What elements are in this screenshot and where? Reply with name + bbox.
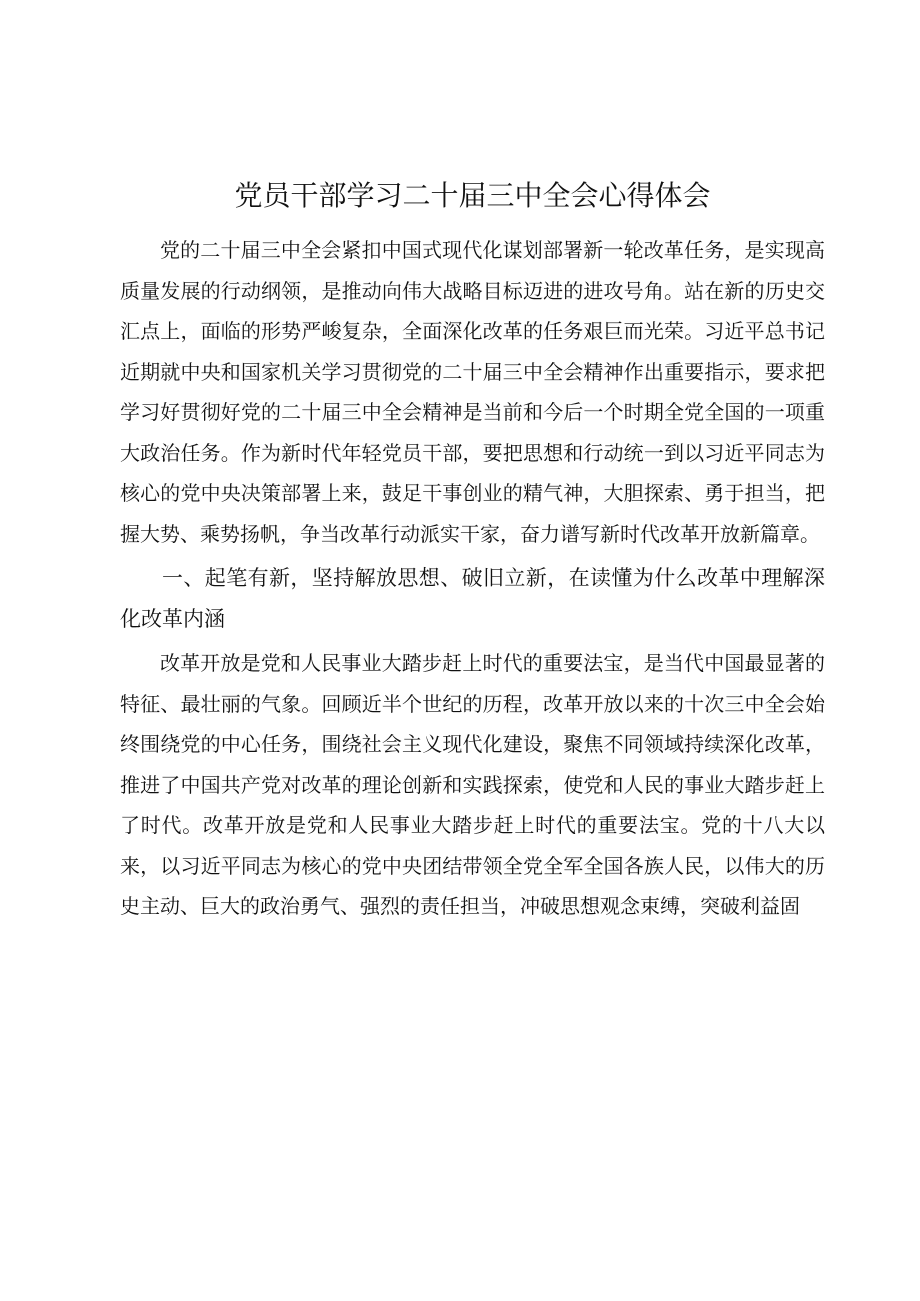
intro-paragraph: 党的二十届三中全会紧扣中国式现代化谋划部署新一轮改革任务，是实现高质量发展的行动纲领，是推动向伟大战略目标迈进的进攻号角。站在新的历史交汇点上，面临的形势严峻复杂，全面深化改革的任务艰巨而光荣。习近平总书记近期就中央和国家机关学习贯彻党的二十届三中全会精神作出重要指示，要求把学习好贯彻好党的二十届三中全会精神是当前和今后一个时期全党全国的一项重大政治任务。作为新时代年轻党员干部，要把思想和行动统一到以习近平同志为核心的党中央决策部署上来，鼓足干事创业的精气神，大胆探索、勇于担当，把握大势、乘势扬帆，争当改革行动派实干家，奋力谱写新时代改革开放新篇章。: [120, 238, 825, 546]
section-1-paragraph: 改革开放是党和人民事业大踏步赶上时代的重要法宝，是当代中国最显著的特征、最壮丽的气象。回顾近半个世纪的历程，改革开放以来的十次三中全会始终围绕党的中心任务，围绕社会主义现代化建设，聚焦不同领域持续深化改革，推进了中国共产党对改革的理论创新和实践探索，使党和人民的事业大踏步赶上了时代。改革开放是党和人民事业大踏步赶上时代的重要法宝。党的十八大以来，以习近平同志为核心的党中央团结带领全党全军全国各族人民，以伟大的历史主动、巨大的政治勇气、强烈的责任担当，冲破思想观念束缚，突破利益固: [120, 651, 825, 918]
document-body: [120, 170, 825, 927]
document-title: 党员干部学习二十届三中全会心得体会: [234, 179, 711, 212]
section-1-heading: 一、起笔有新，坚持解放思想、破旧立新，在读懂为什么改革中理解深化改革内涵: [120, 566, 825, 631]
